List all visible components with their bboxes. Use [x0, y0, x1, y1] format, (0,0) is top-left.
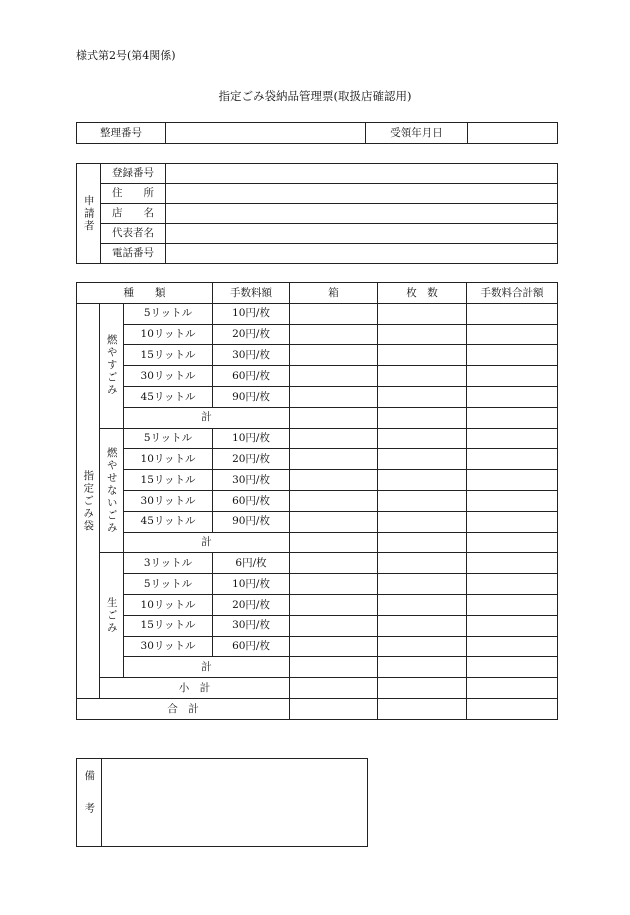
box-count-field[interactable] — [290, 449, 378, 470]
box-count-field[interactable] — [290, 386, 378, 407]
remarks-field[interactable] — [102, 759, 368, 847]
header-box: 箱 — [290, 283, 378, 304]
subtotal-label: 小 計 — [100, 678, 290, 699]
bag-size-label: 5リットル — [124, 303, 213, 324]
bag-size-label: 15リットル — [124, 470, 213, 491]
applicant-row-label: 店 名 — [101, 204, 166, 224]
sheet-count-field[interactable] — [378, 449, 467, 470]
group-subtotal-row — [77, 657, 558, 678]
remarks-table — [76, 758, 368, 847]
group-subtotal-row — [77, 407, 558, 428]
box-count-field[interactable] — [290, 553, 378, 574]
sheet-count-field[interactable] — [378, 636, 467, 657]
table-row — [77, 303, 558, 324]
header-fee: 手数料額 — [213, 283, 290, 304]
box-count-field[interactable] — [290, 407, 378, 428]
bag-fee-label: 30円/枚 — [213, 345, 290, 366]
total-fee-field[interactable] — [467, 698, 558, 719]
sheet-count-field[interactable] — [378, 532, 467, 553]
total-fee-field[interactable] — [467, 449, 558, 470]
table-row — [77, 574, 558, 595]
table-row — [77, 511, 558, 532]
sheet-count-field[interactable] — [378, 594, 467, 615]
bag-fee-label: 20円/枚 — [213, 594, 290, 615]
table-row — [77, 366, 558, 387]
received-date-field[interactable] — [468, 123, 558, 144]
sheet-count-field[interactable] — [378, 470, 467, 491]
table-header-row — [77, 283, 558, 304]
sheet-count-field[interactable] — [378, 511, 467, 532]
total-fee-field[interactable] — [467, 594, 558, 615]
header-type: 種 類 — [77, 283, 213, 304]
grand-total-label: 合 計 — [77, 698, 290, 719]
bag-size-label: 45リットル — [124, 386, 213, 407]
bag-size-label: 15リットル — [124, 615, 213, 636]
total-fee-field[interactable] — [467, 386, 558, 407]
applicant-row — [77, 204, 558, 224]
form-number: 様式第2号(第4関係) — [76, 49, 176, 62]
bag-size-label: 10リットル — [124, 594, 213, 615]
bag-size-label: 5リットル — [124, 428, 213, 449]
applicant-table — [76, 163, 558, 264]
total-fee-field[interactable] — [467, 428, 558, 449]
bag-size-label: 5リットル — [124, 574, 213, 595]
box-count-field[interactable] — [290, 532, 378, 553]
bag-fee-label: 60円/枚 — [213, 490, 290, 511]
applicant-row — [77, 164, 558, 184]
applicant-row-field[interactable] — [166, 164, 558, 184]
box-count-field[interactable] — [290, 657, 378, 678]
sheet-count-field[interactable] — [378, 428, 467, 449]
applicant-row-field[interactable] — [166, 204, 558, 224]
total-fee-field[interactable] — [467, 324, 558, 345]
bag-fee-label: 90円/枚 — [213, 511, 290, 532]
bag-fee-label: 90円/枚 — [213, 386, 290, 407]
bag-fee-label: 20円/枚 — [213, 324, 290, 345]
bag-fee-label: 10円/枚 — [213, 428, 290, 449]
group-subtotal-label: 計 — [124, 407, 290, 428]
table-row — [77, 449, 558, 470]
total-fee-field[interactable] — [467, 511, 558, 532]
applicant-row-label: 代表者名 — [101, 224, 166, 244]
bag-size-label: 3リットル — [124, 553, 213, 574]
bag-fee-table — [76, 282, 558, 720]
applicant-row — [77, 184, 558, 204]
bag-size-label: 15リットル — [124, 345, 213, 366]
sheet-count-field[interactable] — [378, 366, 467, 387]
header-total-fee: 手数料合計額 — [467, 283, 558, 304]
header-sheets: 枚 数 — [378, 283, 467, 304]
applicant-row — [77, 244, 558, 264]
box-count-field[interactable] — [290, 678, 378, 699]
box-count-field[interactable] — [290, 490, 378, 511]
bag-size-label: 10リットル — [124, 324, 213, 345]
box-count-field[interactable] — [290, 470, 378, 491]
total-fee-field[interactable] — [467, 657, 558, 678]
total-fee-field[interactable] — [467, 366, 558, 387]
box-count-field[interactable] — [290, 303, 378, 324]
applicant-row — [77, 224, 558, 244]
sheet-count-field[interactable] — [378, 678, 467, 699]
group-label: 燃やすごみ — [100, 303, 124, 428]
applicant-row-label: 住 所 — [101, 184, 166, 204]
box-count-field[interactable] — [290, 698, 378, 719]
sheet-count-field[interactable] — [378, 490, 467, 511]
bag-fee-label: 60円/枚 — [213, 366, 290, 387]
bag-fee-label: 30円/枚 — [213, 470, 290, 491]
sheet-count-field[interactable] — [378, 615, 467, 636]
management-number-field[interactable] — [166, 123, 366, 144]
bag-fee-label: 10円/枚 — [213, 574, 290, 595]
sheet-count-field[interactable] — [378, 657, 467, 678]
box-count-field[interactable] — [290, 636, 378, 657]
sheet-count-field[interactable] — [378, 303, 467, 324]
subtotal-row — [77, 678, 558, 699]
sheet-count-field[interactable] — [378, 407, 467, 428]
total-fee-field[interactable] — [467, 615, 558, 636]
box-count-field[interactable] — [290, 594, 378, 615]
applicant-row-field[interactable] — [166, 224, 558, 244]
box-count-field[interactable] — [290, 324, 378, 345]
applicant-row-label: 電話番号 — [101, 244, 166, 264]
received-date-label: 受領年月日 — [366, 123, 468, 144]
total-fee-field[interactable] — [467, 636, 558, 657]
box-count-field[interactable] — [290, 366, 378, 387]
box-count-field[interactable] — [290, 511, 378, 532]
bag-size-label: 45リットル — [124, 511, 213, 532]
sheet-count-field[interactable] — [378, 574, 467, 595]
bag-size-label: 10リットル — [124, 449, 213, 470]
sheet-count-field[interactable] — [378, 553, 467, 574]
bag-size-label: 30リットル — [124, 636, 213, 657]
table-row — [77, 594, 558, 615]
applicant-row-label: 登録番号 — [101, 164, 166, 184]
sheet-count-field[interactable] — [378, 698, 467, 719]
bag-size-label: 30リットル — [124, 490, 213, 511]
total-fee-field[interactable] — [467, 303, 558, 324]
document-title: 指定ごみ袋納品管理票(取扱店確認用) — [218, 89, 412, 103]
total-fee-field[interactable] — [467, 470, 558, 491]
box-count-field[interactable] — [290, 428, 378, 449]
total-fee-field[interactable] — [467, 490, 558, 511]
header-table — [76, 122, 558, 144]
total-fee-field[interactable] — [467, 678, 558, 699]
table-row — [77, 428, 558, 449]
bag-fee-label: 20円/枚 — [213, 449, 290, 470]
sheet-count-field[interactable] — [378, 324, 467, 345]
remarks-label: 備考 — [77, 759, 102, 847]
table-row — [77, 636, 558, 657]
total-fee-field[interactable] — [467, 532, 558, 553]
table-row — [77, 490, 558, 511]
bag-fee-label: 6円/枚 — [213, 553, 290, 574]
designated-bag-label: 指定ごみ袋 — [77, 303, 100, 698]
group-label: 燃やせないごみ — [100, 428, 124, 553]
table-row — [77, 553, 558, 574]
group-subtotal-row — [77, 532, 558, 553]
bag-fee-label: 30円/枚 — [213, 615, 290, 636]
grand-total-row — [77, 698, 558, 719]
total-fee-field[interactable] — [467, 574, 558, 595]
box-count-field[interactable] — [290, 615, 378, 636]
group-subtotal-label: 計 — [124, 532, 290, 553]
sheet-count-field[interactable] — [378, 386, 467, 407]
bag-size-label: 30リットル — [124, 366, 213, 387]
total-fee-field[interactable] — [467, 553, 558, 574]
table-row — [77, 615, 558, 636]
table-row — [77, 345, 558, 366]
total-fee-field[interactable] — [467, 407, 558, 428]
sheet-count-field[interactable] — [378, 345, 467, 366]
applicant-row-field[interactable] — [166, 244, 558, 264]
management-number-label: 整理番号 — [77, 123, 166, 144]
group-subtotal-label: 計 — [124, 657, 290, 678]
applicant-row-field[interactable] — [166, 184, 558, 204]
box-count-field[interactable] — [290, 574, 378, 595]
applicant-group-label: 申請者 — [77, 164, 101, 264]
group-label: 生ごみ — [100, 553, 124, 678]
bag-fee-label: 60円/枚 — [213, 636, 290, 657]
total-fee-field[interactable] — [467, 345, 558, 366]
bag-fee-label: 10円/枚 — [213, 303, 290, 324]
box-count-field[interactable] — [290, 345, 378, 366]
table-row — [77, 386, 558, 407]
table-row — [77, 470, 558, 491]
table-row — [77, 324, 558, 345]
